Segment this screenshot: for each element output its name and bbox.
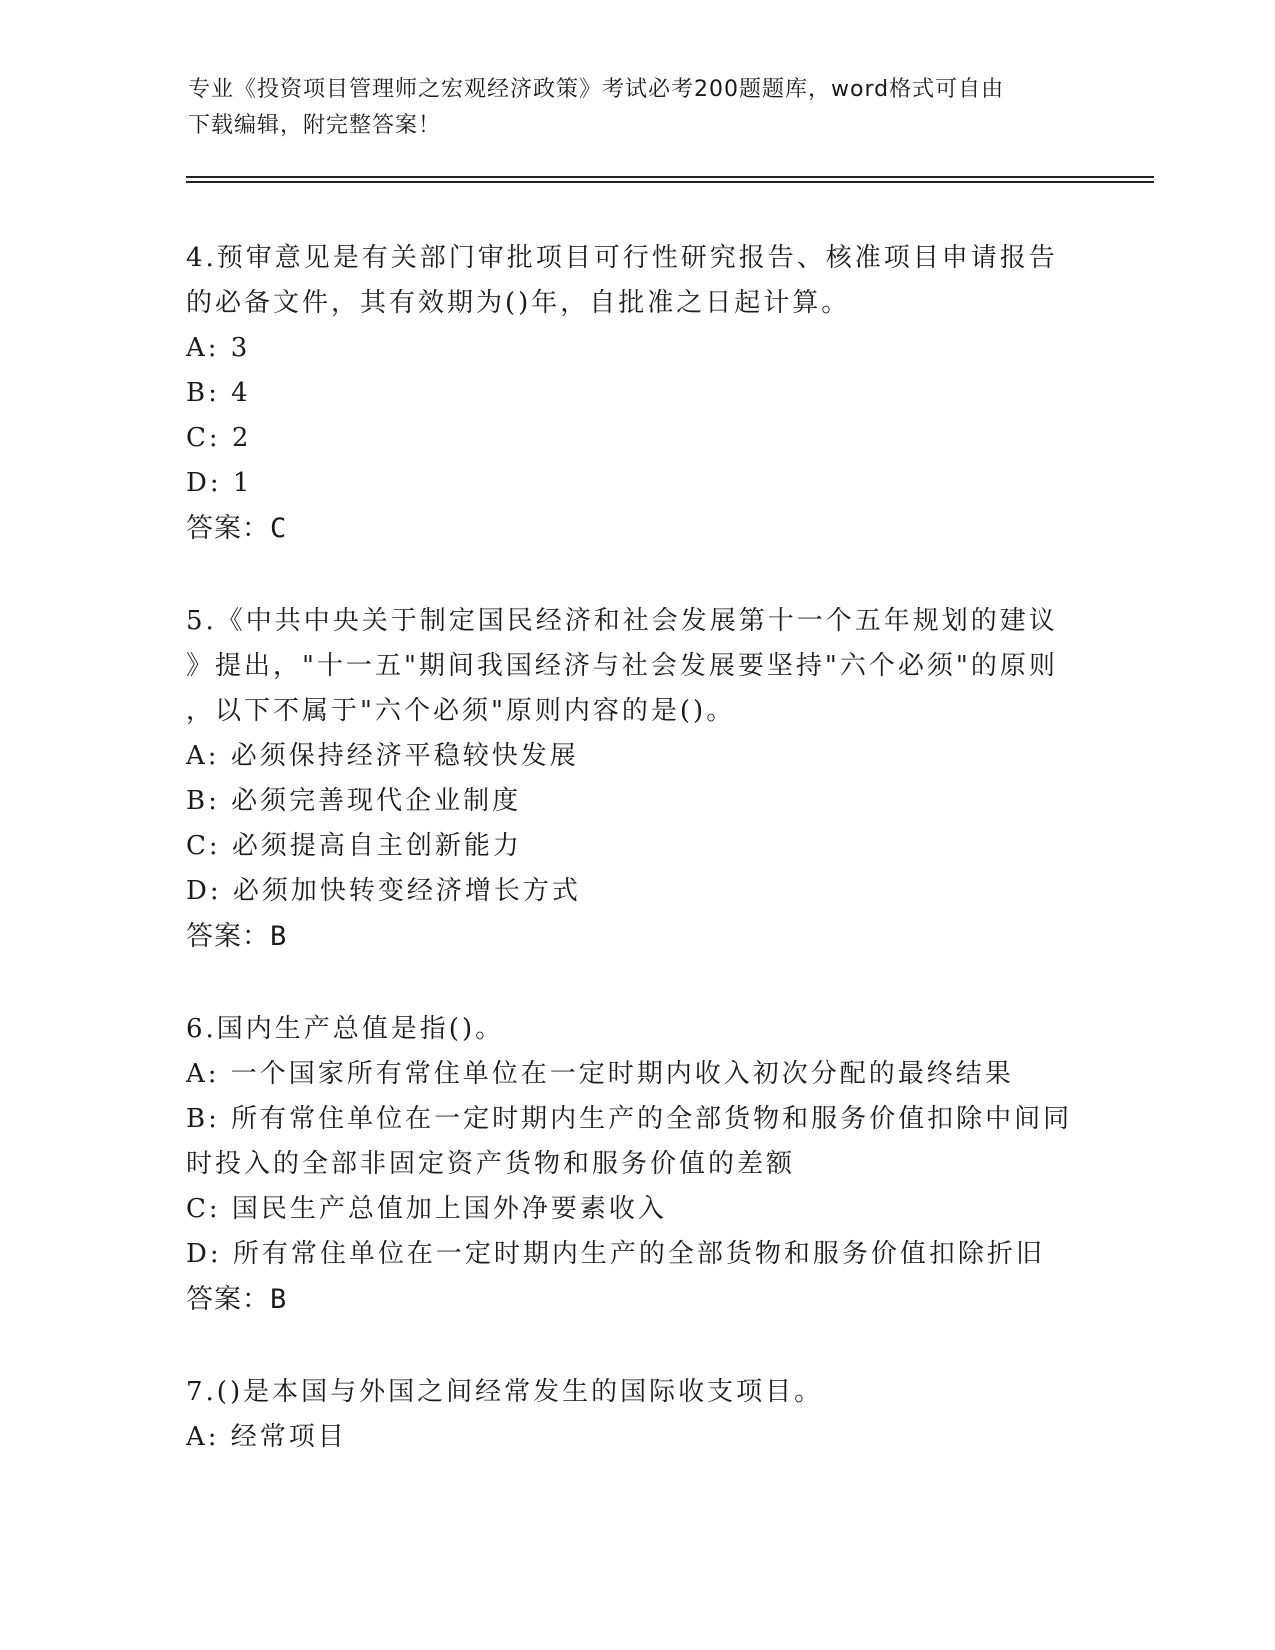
question-5-line-2: 》提出，"十一五"期间我国经济与社会发展要坚持"六个必须"的原则	[186, 651, 1058, 681]
question-6-option-c: C: 国民生产总值加上国外净要素收入	[186, 1194, 667, 1224]
question-5-option-d: D: 必须加快转变经济增长方式	[186, 876, 581, 906]
question-7-option-a: A: 经常项目	[186, 1422, 347, 1452]
header-rule-bottom	[186, 181, 1154, 183]
question-4	[186, 236, 1086, 551]
header-line-2: 下载编辑，附完整答案！	[188, 113, 442, 138]
question-6-option-b: B: 所有常住单位在一定时期内生产的全部货物和服务价值扣除中间同	[186, 1104, 1073, 1134]
question-5-line-3: ，以下不属于"六个必须"原则内容的是()。	[186, 696, 736, 726]
header-line-1: 专业《投资项目管理师之宏观经济政策》考试必考200题题库，word格式可自由	[188, 77, 1005, 102]
question-4-option-c: C: 2	[186, 423, 252, 453]
question-6-answer: 答案：B	[186, 1284, 288, 1315]
question-7	[186, 1370, 1086, 1460]
question-6	[186, 1007, 1086, 1322]
question-6-option-a: A: 一个国家所有常住单位在一定时期内收入初次分配的最终结果	[186, 1059, 1014, 1089]
question-4-answer: 答案：C	[186, 513, 288, 544]
question-5-answer: 答案：B	[186, 921, 288, 952]
question-list	[186, 236, 1086, 1508]
header-rule-top	[186, 176, 1154, 178]
question-6-option-d: D: 所有常住单位在一定时期内生产的全部货物和服务价值扣除折旧	[186, 1239, 1045, 1269]
question-5-option-a: A: 必须保持经济平稳较快发展	[186, 741, 579, 771]
question-5-line-1: 5.《中共中央关于制定国民经济和社会发展第十一个五年规划的建议	[186, 606, 1058, 636]
question-7-line-1: 7.()是本国与外国之间经常发生的国际收支项目。	[186, 1377, 824, 1407]
question-5	[186, 599, 1086, 959]
question-4-option-a: A: 3	[186, 333, 251, 363]
question-4-option-d: D: 1	[186, 468, 253, 498]
question-6-option-b-cont: 时投入的全部非固定资产货物和服务价值的差额	[186, 1149, 796, 1179]
question-6-line-1: 6.国内生产总值是指()。	[186, 1014, 505, 1044]
question-5-option-c: C: 必须提高自主创新能力	[186, 831, 522, 861]
question-4-line-2: 的必备文件，其有效期为()年，自批准之日起计算。	[186, 288, 851, 318]
question-4-option-b: B: 4	[186, 378, 251, 408]
document-header	[188, 72, 1088, 144]
question-4-line-1: 4.预审意见是有关部门审批项目可行性研究报告、核准项目申请报告	[186, 243, 1058, 273]
question-5-option-b: B: 必须完善现代企业制度	[186, 786, 522, 816]
